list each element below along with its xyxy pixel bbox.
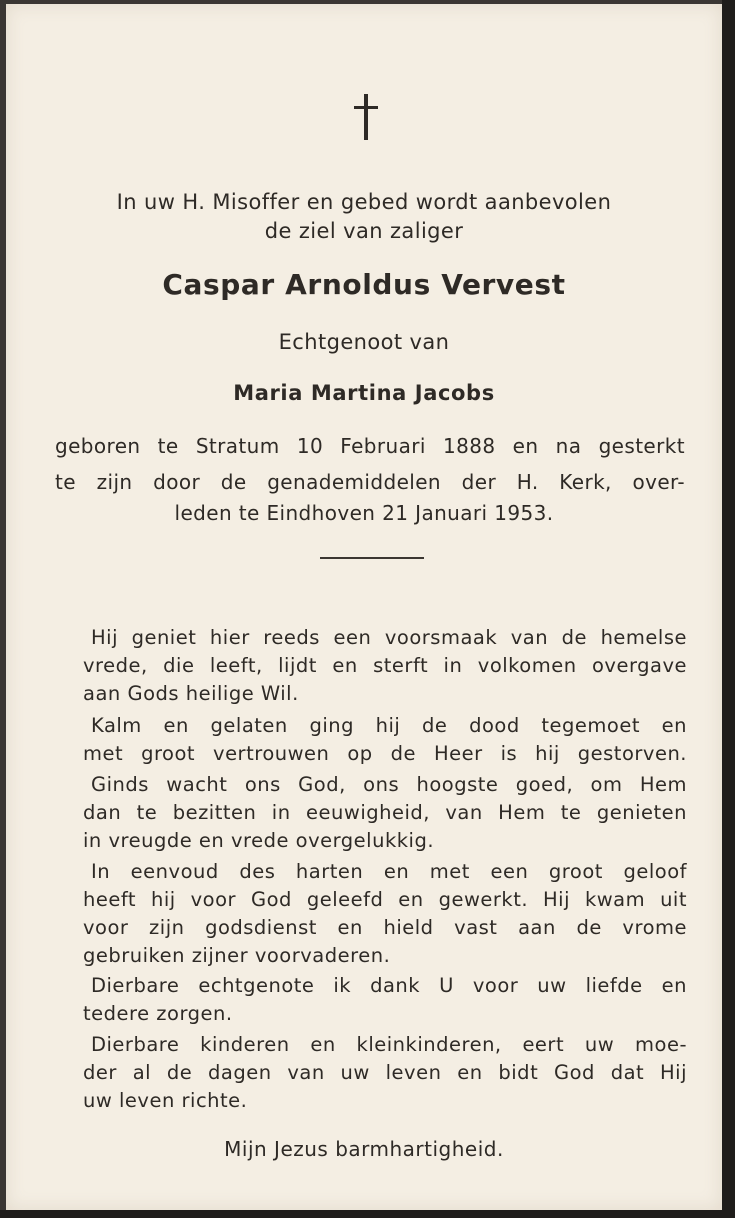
closing-prayer: Mijn Jezus barmhartigheid. xyxy=(224,1137,504,1161)
bio-line-1: geboren te Stratum 10 Februari 1888 en na gesterkt xyxy=(55,434,685,458)
paragraph-line: gebruiken zijner voorvaderen. xyxy=(83,944,391,967)
memorial-card xyxy=(6,4,722,1210)
paragraph-line: heeft hij voor God geleefd en gewerkt. Hij kwam uit xyxy=(83,888,687,911)
cross-icon xyxy=(354,94,378,140)
spouse-label: Echtgenoot van xyxy=(278,330,450,354)
bio-line-3: leden te Eindhoven 21 Januari 1953. xyxy=(174,501,554,525)
spouse-name: Maria Martina Jacobs xyxy=(233,381,495,405)
paragraph-line: dan te bezitten in eeuwigheid, van Hem te genieten xyxy=(83,801,687,824)
paragraph-1 xyxy=(83,624,687,708)
deceased-name: Caspar Arnoldus Vervest xyxy=(162,268,566,301)
paragraph-line: In eenvoud des harten en met een groot geloof xyxy=(91,860,687,883)
paragraph-4 xyxy=(83,858,687,970)
paragraph-line: uw leven richte. xyxy=(83,1089,248,1112)
intro-line-1: In uw H. Misoffer en gebed wordt aanbevolen xyxy=(116,190,612,214)
paragraph-3 xyxy=(83,771,687,855)
paragraph-line: der al de dagen van uw leven en bidt God dat Hij xyxy=(83,1061,687,1084)
divider xyxy=(320,557,424,559)
paragraph-line: Dierbare echtgenote ik dank U voor uw liefde en xyxy=(91,974,687,997)
card-shadow-bottom xyxy=(0,1210,735,1218)
paragraph-line: met groot vertrouwen op de Heer is hij gestorven. xyxy=(83,742,687,765)
paragraph-line: aan Gods heilige Wil. xyxy=(83,682,299,705)
paragraph-2 xyxy=(83,712,687,768)
paragraph-line: tedere zorgen. xyxy=(83,1002,233,1025)
paragraph-line: Ginds wacht ons God, ons hoogste goed, om Hem xyxy=(91,773,687,796)
paragraph-line: Hij geniet hier reeds een voorsmaak van de hemelse xyxy=(91,626,687,649)
paragraph-line: voor zijn godsdienst en hield vast aan de vrome xyxy=(83,916,687,939)
paragraph-line: vrede, die leeft, lijdt en sterft in volkomen overgave xyxy=(83,654,687,677)
paragraph-line: Kalm en gelaten ging hij de dood tegemoet en xyxy=(91,714,687,737)
bio-line-2: te zijn door de genademiddelen der H. Kerk, over- xyxy=(55,470,685,494)
paragraph-5 xyxy=(83,972,687,1028)
paragraph-line: Dierbare kinderen en kleinkinderen, eert uw moe- xyxy=(91,1033,687,1056)
paragraph-line: in vreugde en vrede overgelukkig. xyxy=(83,829,435,852)
paragraph-6 xyxy=(83,1031,687,1115)
intro-line-2: de ziel van zaliger xyxy=(264,219,464,243)
card-shadow-right xyxy=(722,0,735,1218)
